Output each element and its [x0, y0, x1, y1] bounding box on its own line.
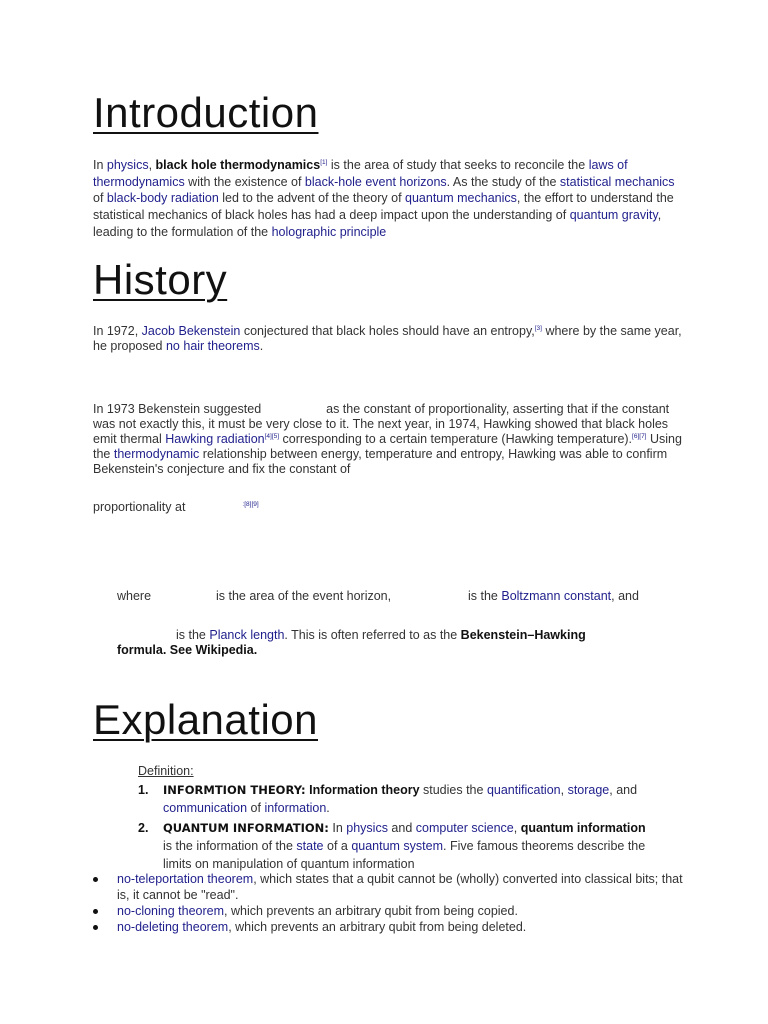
link-black-body-radiation[interactable]: black-body radiation — [106, 191, 219, 206]
bullet-item: no-cloning theorem, which prevents an arbitrary qubit from being copied. — [93, 904, 693, 920]
bullet-icon — [93, 877, 98, 882]
link-no-cloning-theorem[interactable]: no-cloning theorem — [117, 904, 225, 918]
link-laws-of-thermodynamics[interactable]: laws of thermodynamics — [93, 158, 628, 189]
link-quantum-gravity[interactable]: quantum gravity — [569, 208, 658, 223]
bullet-icon — [93, 925, 98, 930]
link-physics[interactable]: physics — [106, 158, 149, 172]
link-information[interactable]: information — [264, 801, 327, 815]
link-hawking-radiation[interactable]: Hawking radiation — [165, 432, 265, 446]
link-no-deleting-theorem[interactable]: no-deleting theorem — [117, 920, 229, 934]
link-storage[interactable]: storage — [567, 783, 610, 797]
link-physics-2[interactable]: physics — [346, 821, 388, 835]
link-jacob-bekenstein[interactable]: Jacob Bekenstein — [141, 324, 241, 338]
definition-label: Definition: — [138, 764, 194, 778]
link-planck-length[interactable]: Planck length — [209, 628, 285, 642]
history-paragraph-5: is the Planck length. This is often referred to as the Bekenstein–Hawking formula. See Wikipedia. — [117, 628, 586, 657]
term-bekenstein-hawking-formula: Bekenstein–Hawking formula. See Wikipedia. — [117, 628, 586, 657]
definition-item-1: 1. INFORMTION THEORY: Information theory studies the quantification, storage, and communication of information. — [138, 783, 638, 815]
link-boltzmann-constant[interactable]: Boltzmann constant — [501, 589, 612, 603]
term-black-hole-thermodynamics: black hole thermodynamics — [155, 158, 321, 172]
heading-introduction: Introduction — [93, 89, 319, 136]
link-quantification[interactable]: quantification — [486, 783, 561, 797]
link-quantum-system[interactable]: quantum system — [351, 839, 444, 853]
link-computer-science[interactable]: computer science — [415, 821, 514, 835]
intro-paragraph: In physics, black hole thermodynamics[1] is the area of study that seeks to reconcile the laws of thermodynamics with the existence of black-hole event horizons. As the study of the statistical mechanics of black-body radiation led to the advent of the theory of quantum mechanics, the effort to understand the statistical mechanics of black holes has had a deep impact upon the understanding of quantum gravity, leading to the formulation of the holographic principle — [93, 158, 675, 239]
definition-item-2: 2. QUANTUM INFORMATION: In physics and computer science, quantum information is the information of the state of a quantum system. Five famous theorems describe the limits on manipulation of quantum information — [138, 821, 646, 871]
bullet-item: no-deleting theorem, which prevents an arbitrary qubit from being deleted. — [93, 920, 693, 936]
link-holographic-principle[interactable]: holographic principle — [271, 224, 387, 239]
link-event-horizons[interactable]: black-hole event horizons — [304, 174, 447, 189]
bullet-icon — [93, 909, 98, 914]
history-area-text: is the area of the event horizon, — [216, 589, 392, 603]
link-statistical-mechanics[interactable]: statistical mechanics — [559, 174, 675, 189]
ref-1[interactable]: [1] — [320, 158, 328, 166]
ref-3[interactable]: [3] — [534, 324, 542, 332]
history-paragraph-1: In 1972, Jacob Bekenstein conjectured that black holes should have an entropy,[3] where by the same year, he proposed no hair theorems. — [93, 324, 682, 353]
ref-8-9[interactable]: :[8][9] — [242, 500, 259, 508]
history-paragraph-2: In 1973 Bekenstein suggested as the constant of proportionality, asserting that if the constant was not exactly this, it must be very close to it. The next year, in 1974, Hawking showed that black holes emit thermal Hawking radiation[4][5] corresponding to a certain temperature (Hawking temperature).[6][7] Using the thermodynamic relationship between energy, temperature and entropy, Hawking was able to confirm Bekenstein's conjecture and fix the constant of — [93, 402, 682, 476]
link-quantum-mechanics[interactable]: quantum mechanics — [405, 191, 517, 206]
heading-explanation: Explanation — [93, 696, 318, 743]
bullet-item: no-teleportation theorem, which states that a qubit cannot be (wholly) converted into classical bits; that is, it cannot be "read". — [93, 872, 693, 903]
definition-list — [138, 781, 658, 873]
link-thermodynamic[interactable]: thermodynamic — [113, 447, 200, 461]
link-no-hair-theorems[interactable]: no hair theorems — [165, 339, 260, 353]
link-communication[interactable]: communication — [163, 801, 248, 815]
link-no-teleportation-theorem[interactable]: no-teleportation theorem — [117, 872, 254, 886]
history-where-line: where — [117, 589, 152, 603]
link-state[interactable]: state — [296, 839, 324, 853]
history-paragraph-3: proportionality at $^{:[8][9]}$ — [93, 500, 259, 514]
history-boltzmann-line: is the Boltzmann constant, and — [468, 589, 639, 603]
ref-6-7[interactable]: [6][7] — [632, 432, 647, 440]
ref-4-5[interactable]: [4][5] — [264, 432, 280, 440]
heading-history: History — [93, 256, 228, 303]
